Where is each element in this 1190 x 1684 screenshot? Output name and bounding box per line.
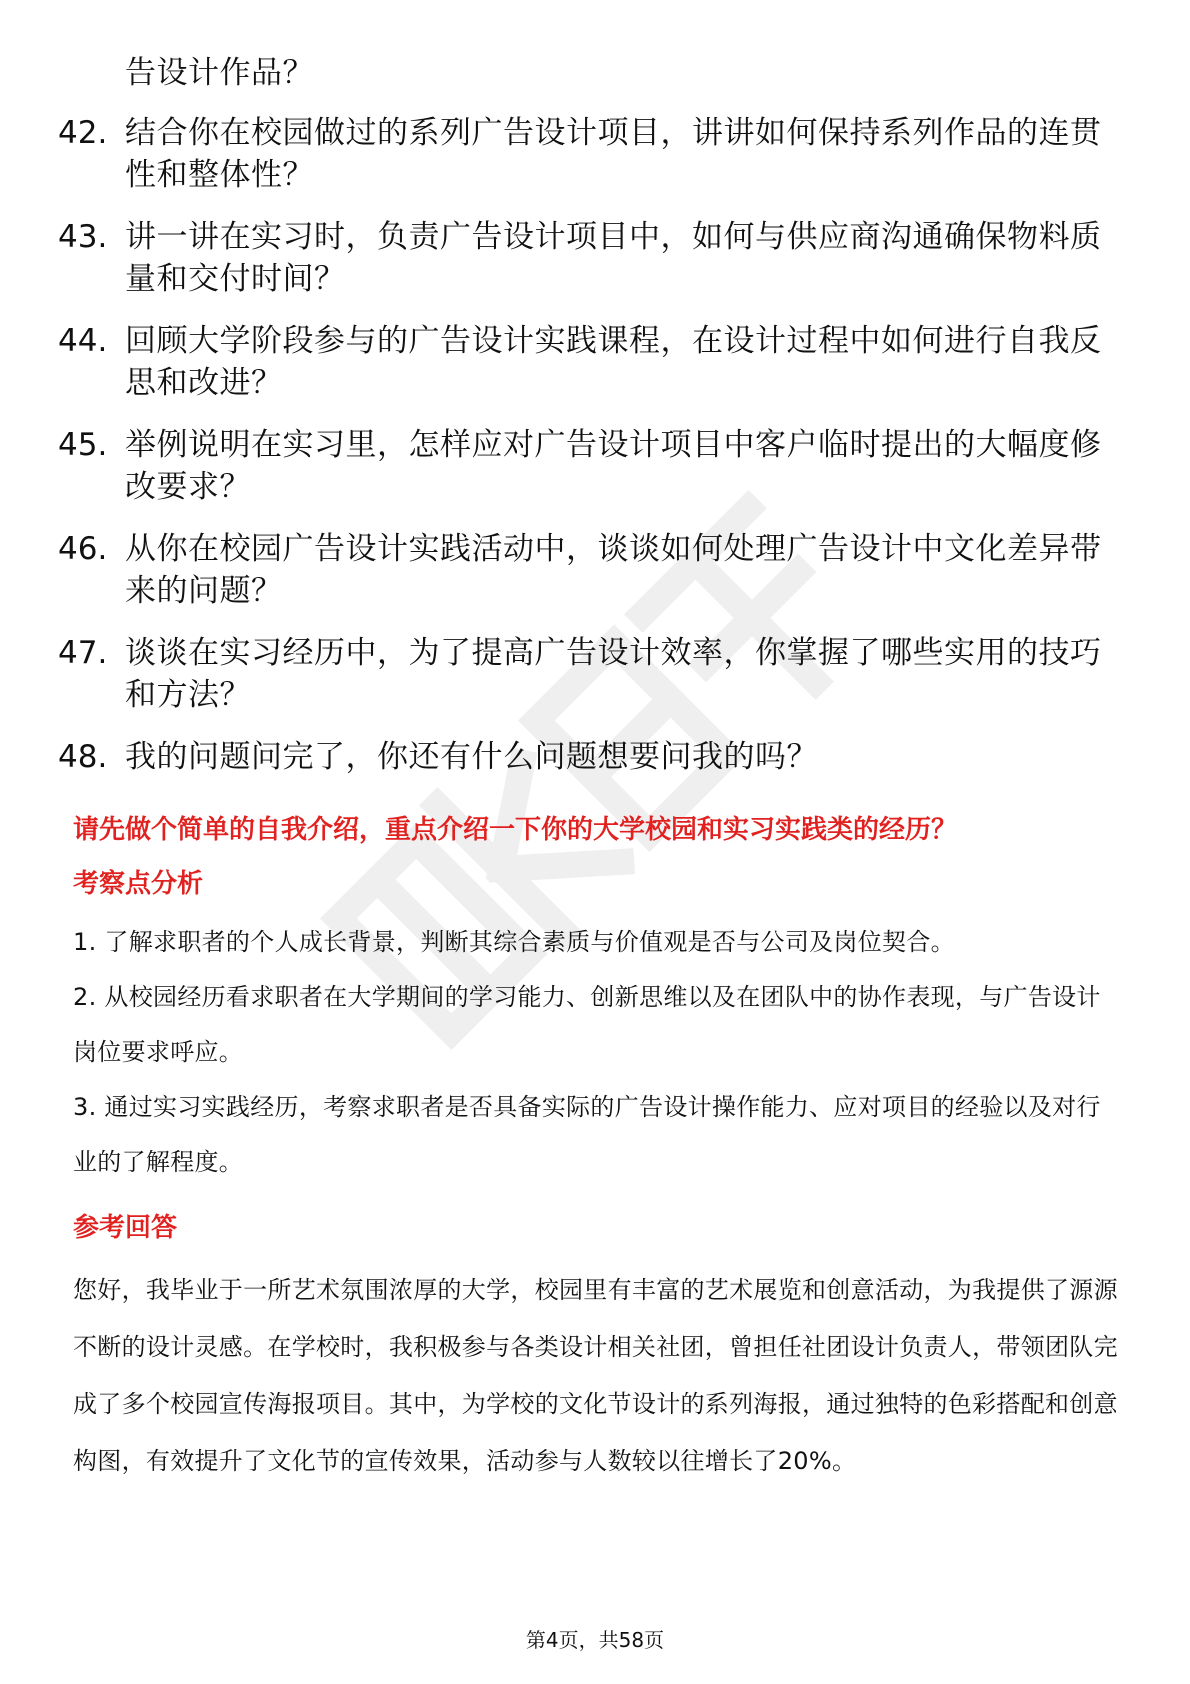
question-text: 谈谈在实习经历中，为了提高广告设计效率，你掌握了哪些实用的技巧和方法？ [125,635,1102,713]
question-text: 从你在校园广告设计实践活动中，谈谈如何处理广告设计中文化差异带来的问题？ [125,531,1102,609]
question-item-42 [58,112,1118,196]
question-text: 告设计作品？ [125,55,314,91]
question-text: 讲一讲在实习时，负责广告设计项目中，如何与供应商沟通确保物料质量和交付时间？ [125,219,1102,297]
analysis-item: 2. 从校园经历看求职者在大学期间的学习能力、创新思维以及在团队中的协作表现，与广告设计岗位要求呼应。 [73,983,1101,1066]
question-item-44 [58,320,1118,404]
question-text: 回顾大学阶段参与的广告设计实践课程，在设计过程中如何进行自我反思和改进？ [125,323,1102,401]
page-footer: 第4页，共58页 [525,1628,665,1652]
question-number: 44. [58,323,108,359]
question-number: 47. [58,635,108,671]
question-number: 48. [58,739,108,775]
question-item-45 [58,424,1118,508]
question-text: 结合你在校园做过的系列广告设计项目，讲讲如何保持系列作品的连贯性和整体性？ [125,115,1102,193]
question-item-43 [58,216,1118,300]
question-item-48 [58,736,1118,778]
question-number: 43. [58,219,108,255]
analysis-heading: 考察点分析 [73,869,204,899]
answer-heading: 参考回答 [73,1213,178,1243]
question-number: 46. [58,531,108,567]
question-text: 举例说明在实习里，怎样应对广告设计项目中客户临时提出的大幅度修改要求？ [125,427,1102,505]
analysis-item: 3. 通过实习实践经历，考察求职者是否具备实际的广告设计操作能力、应对项目的经验以及对行业的了解程度。 [73,1093,1101,1176]
question-item-46 [58,528,1118,612]
question-item-47 [58,632,1118,716]
answer-paragraph: 您好，我毕业于一所艺术氛围浓厚的大学，校园里有丰富的艺术展览和创意活动，为我提供了源源不断的设计灵感。在学校时，我积极参与各类设计相关社团，曾担任社团设计负责人，带领团队完成了多个校园宣传海报项目。其中，为学校的文化节设计的系列海报，通过独特的色彩搭配和创意构图，有效提升了文化节的宣传效果，活动参与人数较以往增长了20%。 [73,1276,1118,1475]
question-item-continued [58,52,1118,94]
question-number: 45. [58,427,108,463]
question-text: 我的问题问完了，你还有什么问题想要问我的吗？ [125,739,818,775]
section-question-heading: 请先做个简单的自我介绍，重点介绍一下你的大学校园和实习实践类的经历？ [73,815,958,845]
analysis-item: 1. 了解求职者的个人成长背景，判断其综合素质与价值观是否与公司及岗位契合。 [73,928,955,956]
question-list [58,52,1118,798]
question-number: 42. [58,115,108,151]
analysis-list [73,915,1123,1190]
